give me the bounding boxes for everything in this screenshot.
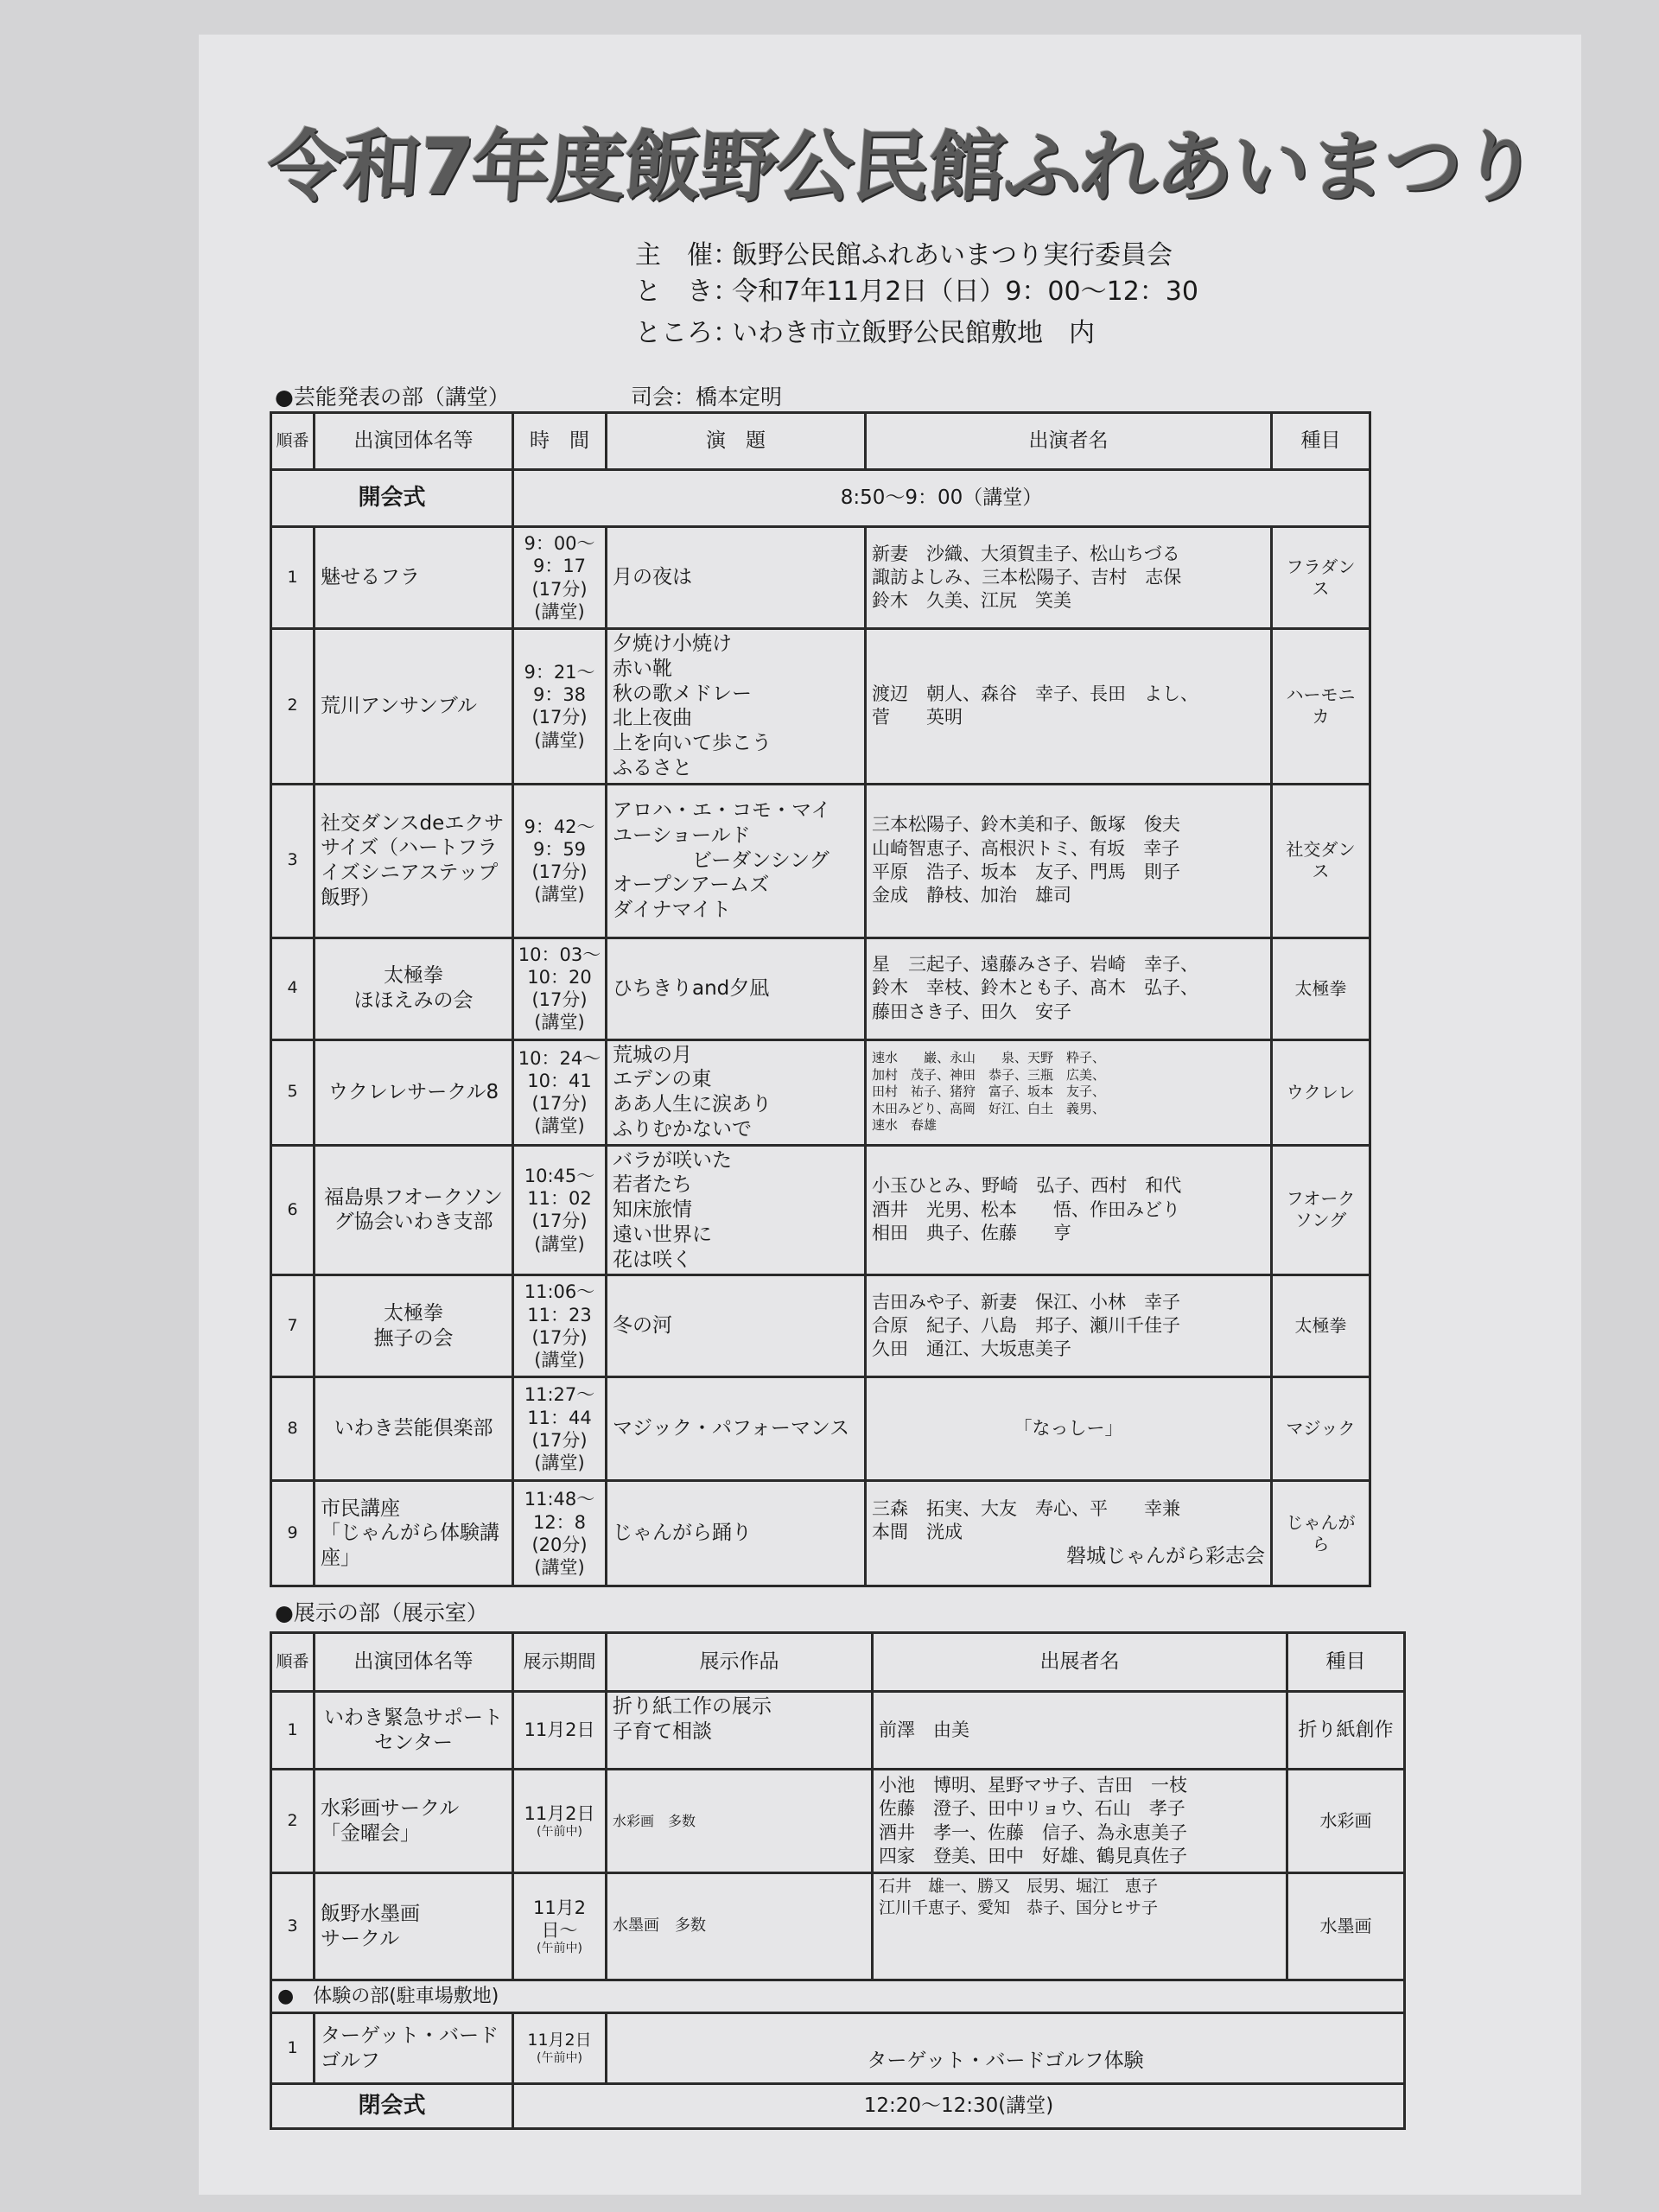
category: フオークソング	[1272, 1145, 1370, 1275]
time-slot: 9：21〜 9：38 (17分) (講堂)	[513, 629, 607, 785]
experience-heading-row	[271, 1980, 1405, 2013]
header-group: 出演団体名等	[315, 1633, 513, 1692]
table-row	[271, 784, 1370, 938]
program-title: バラが咲いた 若者たち 知床旅情 遠い世界に 花は咲く	[607, 1145, 866, 1275]
row-number: 3	[271, 784, 315, 938]
category: じゃんがら	[1272, 1481, 1370, 1586]
program-title: じゃんがら踊り	[607, 1481, 866, 1586]
period-note: (午前中)	[537, 1942, 582, 1955]
page-title: 令和7年度飯野公民館ふれあいまつり	[264, 122, 1540, 213]
time-slot: 10：03〜 10：20 (17分) (講堂)	[513, 938, 607, 1039]
table-row	[271, 527, 1370, 629]
period	[513, 2013, 607, 2084]
category: 太極拳	[1272, 1275, 1370, 1377]
header-work: 展示作品	[607, 1633, 873, 1692]
category: マジック	[1272, 1377, 1370, 1481]
category: 水彩画	[1287, 1770, 1405, 1873]
table-row	[271, 1039, 1370, 1145]
table-row	[271, 2013, 1405, 2084]
row-number: 7	[271, 1275, 315, 1377]
table-row	[271, 629, 1370, 785]
performer-names: 新妻 沙織、大須賀圭子、松山ちづる 諏訪よしみ、三本松陽子、吉村 志保 鈴木 久美、江尻 笑美	[866, 527, 1272, 629]
performer-group-note: 磐城じゃんがら彩志会	[1066, 1545, 1265, 1568]
performer-names: 渡辺 朝人、森谷 幸子、長田 よし、 菅 英明	[866, 629, 1272, 785]
performer-names: 小玉ひとみ、野崎 弘子、西村 和代 酒井 光男、松本 悟、作田みどり 相田 典子、佐藤 亨	[866, 1145, 1272, 1275]
table-row	[271, 938, 1370, 1039]
program-title: マジック・パフォーマンス	[607, 1377, 866, 1481]
program-title: 冬の河	[607, 1275, 866, 1377]
group-name: 荒川アンサンブル	[315, 629, 513, 785]
host-value: 飯野公民館ふれあいまつり実行委員会	[732, 240, 1173, 270]
period-date: 11月2日〜	[532, 1897, 587, 1941]
header-time: 時 間	[513, 413, 607, 470]
table-row	[271, 1145, 1370, 1275]
date-label: と き：	[635, 276, 739, 307]
category: 水墨画	[1287, 1873, 1405, 1980]
performer-names: 「なっしー」	[866, 1377, 1272, 1481]
period-note: (午前中)	[537, 2050, 582, 2065]
performer-names: 三本松陽子、鈴木美和子、飯塚 俊夫 山崎智恵子、高根沢トミ、有坂 幸子 平原 浩子、坂本 友子、門馬 則子 金成 静枝、加治 雄司	[866, 784, 1272, 938]
row-number: 6	[271, 1145, 315, 1275]
opening-time: 8:50〜9：00（講堂）	[513, 470, 1370, 527]
header-order: 順番	[271, 1633, 315, 1692]
group-name: いわき緊急サポートセンター	[315, 1692, 513, 1770]
header-order: 順番	[271, 413, 315, 470]
row-number: 1	[271, 2013, 315, 2084]
exhibitor-names: 小池 博明、星野マサ子、吉田 一枝 佐藤 澄子、田中リョウ、石山 孝子 酒井 孝一、佐藤 信子、為永恵美子 四家 登美、田中 好雄、鶴見真佐子	[873, 1770, 1287, 1873]
program-title: ひちきりand夕凪	[607, 938, 866, 1039]
group-name: 太極拳 ほほえみの会	[315, 938, 513, 1039]
opening-label: 開会式	[271, 470, 513, 527]
period-note: (午前中)	[537, 1824, 582, 1839]
category: 社交ダンス	[1272, 784, 1370, 938]
date-line	[635, 270, 1198, 308]
header-category: 種目	[1272, 413, 1370, 470]
exhibitor-names: 前澤 由美	[873, 1692, 1287, 1770]
experience-heading: ● 体験の部(駐車場敷地)	[271, 1980, 1405, 2013]
header-title: 演 題	[607, 413, 866, 470]
closing-time: 12:20〜12:30(講堂)	[513, 2084, 1405, 2129]
row-number: 8	[271, 1377, 315, 1481]
period	[513, 1770, 607, 1873]
exhibition-table	[270, 1631, 1406, 2130]
place-line	[635, 311, 1095, 349]
performer-names: 星 三起子、遠藤みさ子、岩崎 幸子、 鈴木 幸枝、鈴木とも子、髙木 弘子、 藤田さき子、田久 安子	[866, 938, 1272, 1039]
time-slot: 9：42〜 9：59 (17分) (講堂)	[513, 784, 607, 938]
exhibit-work: 折り紙工作の展示 子育て相談	[607, 1692, 873, 1770]
program-title: 夕焼け小焼け 赤い靴 秋の歌メドレー 北上夜曲 上を向いて歩こう ふるさと	[607, 629, 866, 785]
header-group: 出演団体名等	[315, 413, 513, 470]
performer-names: 速水 巌、永山 泉、天野 粋子、 加村 茂子、神田 恭子、三瓶 広美、 田村 祐子、猪狩 富子、坂本 友子、 木田みどり、高岡 好江、白土 義男、 速水 春雄	[866, 1039, 1272, 1145]
host-label: 主 催：	[635, 240, 739, 270]
group-name: 水彩画サークル 「金曜会」	[315, 1770, 513, 1873]
row-number: 2	[271, 1770, 315, 1873]
table-row	[271, 1275, 1370, 1377]
group-name: 魅せるフラ	[315, 527, 513, 629]
performance-header-row	[271, 413, 1370, 470]
category: ウクレレ	[1272, 1039, 1370, 1145]
time-slot: 11:06〜 11：23 (17分) (講堂)	[513, 1275, 607, 1377]
row-number: 5	[271, 1039, 315, 1145]
group-name: 社交ダンスdeエクササイズ（ハートフライズシニアステップ飯野）	[315, 784, 513, 938]
date-value: 令和7年11月2日（日）9：00〜12：30	[732, 276, 1198, 307]
exhibition-header-row	[271, 1633, 1405, 1692]
table-row	[271, 1377, 1370, 1481]
closing-row	[271, 2084, 1405, 2129]
group-name: ウクレレサークル8	[315, 1039, 513, 1145]
exhibition-heading: ●展示の部（展示室）	[275, 1600, 488, 1625]
time-slot: 10：24〜 10：41 (17分) (講堂)	[513, 1039, 607, 1145]
host-line	[635, 233, 1173, 271]
period-date: 11月2日	[524, 1802, 595, 1824]
row-number: 3	[271, 1873, 315, 1980]
header-category: 種目	[1287, 1633, 1405, 1692]
mc-name: 司会：橋本定明	[631, 385, 783, 410]
header-performers: 出演者名	[866, 413, 1272, 470]
period	[513, 1692, 607, 1770]
program-title: アロハ・エ・コモ・マイ ユーショールド ビーダンシング オープンアームズ ダイナマイト	[607, 784, 866, 938]
table-row	[271, 1770, 1405, 1873]
closing-label: 閉会式	[271, 2084, 513, 2129]
header-period: 展示期間	[513, 1633, 607, 1692]
performer-names: 三森 拓実、大友 寿心、平 幸兼 本間 洸成	[872, 1497, 1180, 1542]
period-date: 11月2日	[524, 1719, 595, 1741]
row-number: 9	[271, 1481, 315, 1586]
row-number: 4	[271, 938, 315, 1039]
time-slot: 10:45〜 11：02 (17分) (講堂)	[513, 1145, 607, 1275]
period-date: 11月2日	[527, 2030, 592, 2050]
exhibit-work: 水彩画 多数	[607, 1770, 873, 1873]
place-label: ところ：	[635, 318, 739, 348]
performance-table	[270, 411, 1371, 1587]
category: 折り紙創作	[1287, 1692, 1405, 1770]
group-name: 太極拳 撫子の会	[315, 1275, 513, 1377]
row-number: 1	[271, 527, 315, 629]
category: フラダンス	[1272, 527, 1370, 629]
group-name: 市民講座 「じゃんがら体験講座」	[315, 1481, 513, 1586]
period	[513, 1873, 607, 1980]
time-slot: 11:27〜 11：44 (17分) (講堂)	[513, 1377, 607, 1481]
category: ハーモニカ	[1272, 629, 1370, 785]
table-row	[271, 1481, 1370, 1586]
place-value: いわき市立飯野公民館敷地 内	[732, 318, 1095, 348]
group-name: ターゲット・バードゴルフ	[315, 2013, 513, 2084]
row-number: 2	[271, 629, 315, 785]
experience-content: ターゲット・バードゴルフ体験	[607, 2013, 1405, 2084]
exhibit-work: 水墨画 多数	[607, 1873, 873, 1980]
category: 太極拳	[1272, 938, 1370, 1039]
performance-heading: ●芸能発表の部（講堂）	[275, 385, 510, 410]
table-row	[271, 1692, 1405, 1770]
table-row	[271, 1873, 1405, 1980]
exhibitor-names: 石井 雄一、勝又 辰男、堀江 恵子 江川千恵子、愛知 恭子、国分ヒサ子	[873, 1873, 1287, 1980]
performer-names: 吉田みや子、新妻 保江、小林 幸子 合原 紀子、八島 邦子、瀬川千佳子 久田 通江、大坂恵美子	[866, 1275, 1272, 1377]
group-name: いわき芸能倶楽部	[315, 1377, 513, 1481]
program-title: 月の夜は	[607, 527, 866, 629]
program-title: 荒城の月 エデンの東 ああ人生に涙あり ふりむかないで	[607, 1039, 866, 1145]
performer-cell	[866, 1481, 1272, 1586]
opening-row	[271, 470, 1370, 527]
group-name: 飯野水墨画 サークル	[315, 1873, 513, 1980]
group-name: 福島県フオークソング協会いわき支部	[315, 1145, 513, 1275]
time-slot: 11:48〜 12：8 (20分) (講堂)	[513, 1481, 607, 1586]
header-exhibitors: 出展者名	[873, 1633, 1287, 1692]
time-slot: 9：00〜 9：17 (17分) (講堂)	[513, 527, 607, 629]
row-number: 1	[271, 1692, 315, 1770]
